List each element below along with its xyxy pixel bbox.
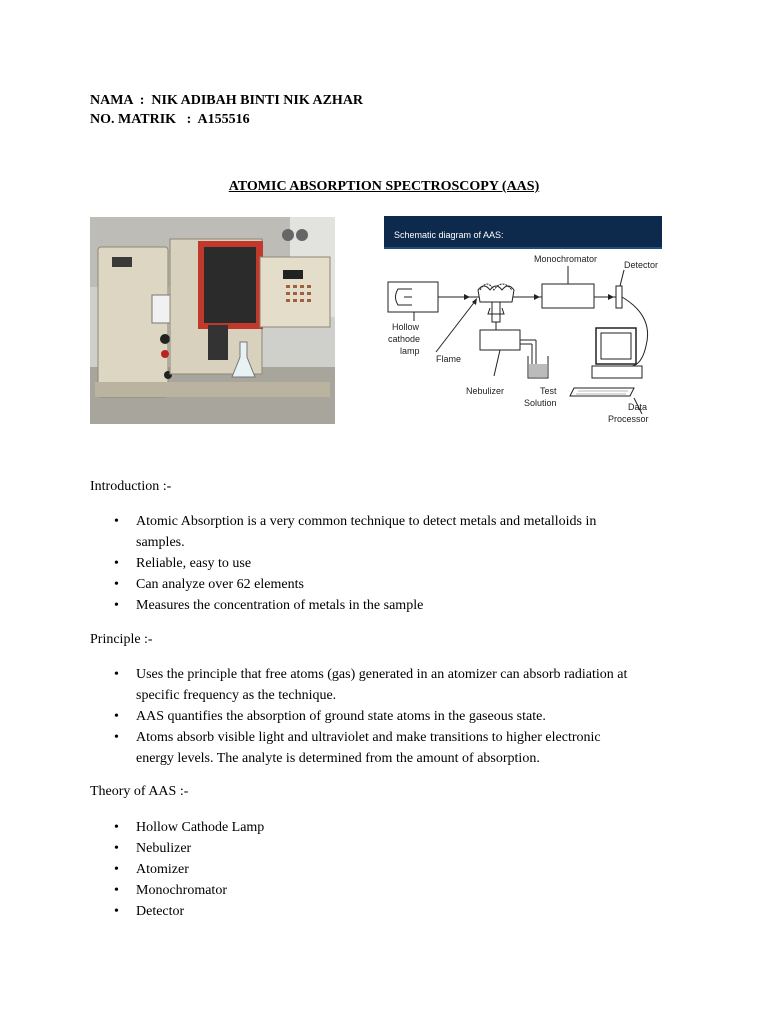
bullet-icon: •: [114, 598, 119, 613]
bullet-icon: •: [114, 904, 119, 919]
bullet-icon: •: [114, 577, 119, 592]
aas-instrument-photo: [90, 217, 335, 424]
list-item-text: AAS quantifies the absorption of ground state atoms in the gaseous state.: [136, 709, 546, 724]
list-item: [90, 859, 690, 880]
list-item: [90, 880, 690, 901]
bullet-icon: •: [114, 667, 119, 682]
bullet-icon: •: [114, 514, 119, 529]
label-lamp: lamp: [400, 346, 420, 356]
list-item: [90, 511, 690, 553]
principle-list: [90, 664, 690, 769]
list-item: [90, 817, 690, 838]
label-processor: Processor: [608, 414, 649, 424]
list-item-text: Detector: [136, 904, 185, 919]
aas-schematic-diagram: [384, 216, 662, 429]
list-item-text: Hollow Cathode Lamp: [136, 820, 265, 835]
label-monochromator: Monochromator: [534, 254, 598, 264]
list-item-text: Atomic Absorption is a very common technique to detect metals and metalloids in: [136, 514, 597, 529]
label-hollow: Hollow: [392, 322, 420, 332]
bullet-icon: •: [114, 841, 119, 856]
bullet-icon: •: [114, 730, 119, 745]
list-item-text-cont: samples.: [136, 535, 185, 550]
label-solution: Solution: [524, 398, 557, 408]
list-item: [90, 664, 690, 706]
list-item-text-cont: specific frequency as the technique.: [136, 688, 337, 703]
introduction-list: [90, 511, 690, 616]
list-item: [90, 727, 690, 769]
introduction-heading: Introduction :-: [90, 479, 172, 494]
label-detector: Detector: [624, 260, 659, 270]
label-cathode: cathode: [388, 334, 421, 344]
bullet-icon: •: [114, 556, 119, 571]
list-item: [90, 574, 690, 595]
bullet-icon: •: [114, 709, 119, 724]
list-item: [90, 595, 690, 616]
list-item: [90, 706, 690, 727]
list-item: [90, 901, 690, 922]
list-item-text: Atoms absorb visible light and ultraviolet and make transitions to higher electronic: [136, 730, 601, 745]
list-item: [90, 838, 690, 859]
list-item-text: Can analyze over 62 elements: [136, 577, 304, 592]
page-title: ATOMIC ABSORPTION SPECTROSCOPY (AAS): [228, 179, 540, 194]
theory-heading: Theory of AAS :-: [90, 784, 189, 799]
list-item: [90, 553, 690, 574]
student-name: NAMA : NIK ADIBAH BINTI NIK AZHAR: [90, 93, 364, 108]
label-nebulizer: Nebulizer: [466, 386, 505, 396]
list-item-text: Nebulizer: [136, 841, 192, 856]
label-flame: Flame: [436, 354, 462, 364]
principle-heading: Principle :-: [90, 632, 153, 647]
list-item-text: Atomizer: [136, 862, 189, 877]
list-item-text: Measures the concentration of metals in the sample: [136, 598, 424, 613]
bullet-icon: •: [114, 883, 119, 898]
matric-number: NO. MATRIK : A155516: [90, 112, 250, 127]
bullet-icon: •: [114, 820, 119, 835]
schematic-caption: Schematic diagram of AAS:: [394, 230, 504, 240]
list-item-text: Monochromator: [136, 883, 227, 898]
list-item-text: Uses the principle that free atoms (gas) generated in an atomizer can absorb radiation at: [136, 667, 628, 682]
label-data: Data: [628, 402, 648, 412]
label-test: Test: [540, 386, 557, 396]
list-item-text-cont: energy levels. The analyte is determined from the amount of absorption.: [136, 751, 540, 766]
theory-list: [90, 817, 690, 922]
bullet-icon: •: [114, 862, 119, 877]
list-item-text: Reliable, easy to use: [136, 556, 252, 571]
